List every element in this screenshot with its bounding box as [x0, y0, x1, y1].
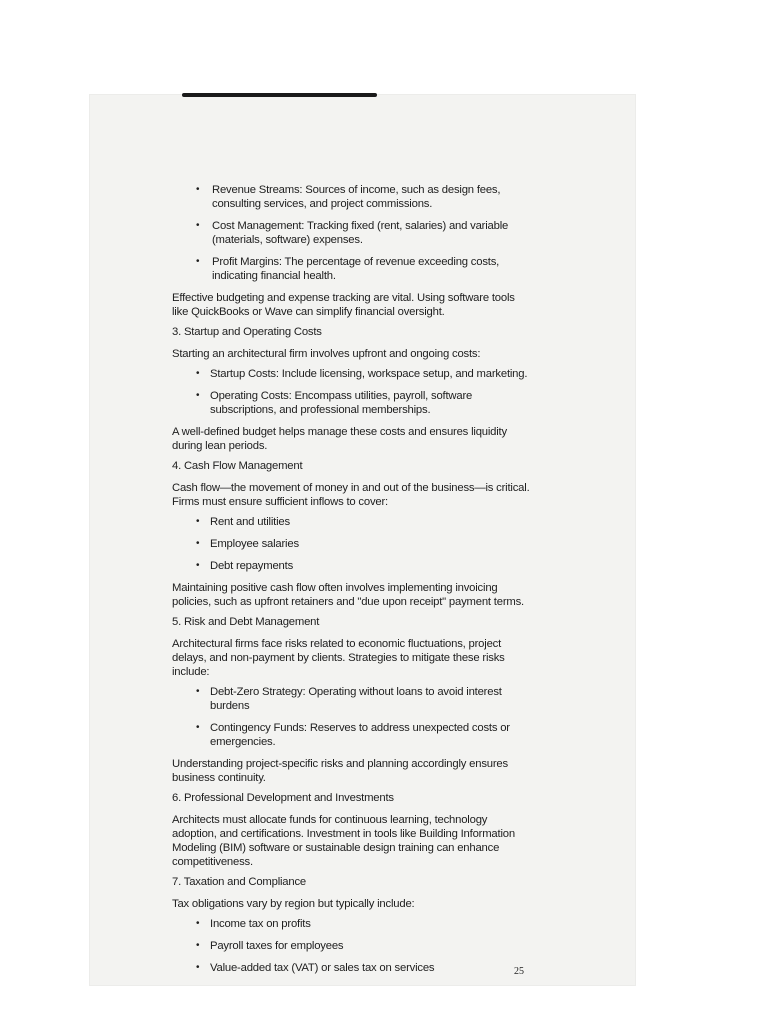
list-item: • Operating Costs: Encompass utilities, payroll, software subscriptions, and professional memberships. [196, 390, 473, 416]
bullet-icon: • [196, 538, 200, 549]
bullet-list [172, 367, 532, 417]
section-heading: 5. Risk and Debt Management [172, 616, 320, 628]
bullet-icon: • [196, 962, 200, 973]
bullet-icon: • [196, 686, 200, 697]
paragraph: Cash flow—the movement of money in and out of the business—is critical. Firms must ensure sufficient inflows to cover: [172, 482, 530, 508]
list-item: • Debt-Zero Strategy: Operating without loans to avoid interest burdens [196, 686, 502, 712]
bullet-icon: • [196, 918, 200, 929]
section-heading: 4. Cash Flow Management [172, 460, 303, 472]
bullet-icon: • [196, 256, 200, 267]
bullet-icon: • [196, 722, 200, 733]
section-heading: 3. Startup and Operating Costs [172, 326, 322, 338]
list-item: • Income tax on profits [196, 918, 311, 930]
bullet-list [172, 917, 532, 975]
paragraph: Maintaining positive cash flow often involves implementing invoicing policies, such as upfront retainers and "due upon receipt" payment terms. [172, 582, 524, 608]
paragraph: A well-defined budget helps manage these costs and ensures liquidity during lean periods. [172, 426, 507, 452]
bullet-icon: • [196, 516, 200, 527]
bullet-icon: • [196, 560, 200, 571]
list-item: • Revenue Streams: Sources of income, such as design fees, consulting services, and project commissions. [196, 184, 501, 210]
bullet-list [172, 515, 532, 573]
finance-bullet-list [172, 183, 532, 283]
page-body [172, 183, 532, 983]
paragraph: Architects must allocate funds for continuous learning, technology adoption, and certifications. Investment in tools like Building Information Modeling (BIM) software or sustainable design training can enhance competitiveness. [172, 814, 515, 868]
list-item: • Profit Margins: The percentage of revenue exceeding costs, indicating financial health. [196, 256, 500, 282]
paragraph: Effective budgeting and expense tracking are vital. Using software tools like QuickBooks or Wave can simplify financial oversight. [172, 292, 515, 318]
list-item: • Cost Management: Tracking fixed (rent, salaries) and variable (materials, software) expenses. [196, 220, 509, 246]
bullet-icon: • [196, 940, 200, 951]
paragraph: Starting an architectural firm involves upfront and ongoing costs: [172, 348, 481, 360]
bullet-icon: • [196, 368, 200, 379]
bullet-list [172, 685, 532, 749]
section-heading: 7. Taxation and Compliance [172, 876, 307, 888]
page-number: 25 [514, 966, 524, 977]
section-heading: 6. Professional Development and Investments [172, 792, 394, 804]
list-item: • Rent and utilities [196, 516, 290, 528]
list-item: • Startup Costs: Include licensing, workspace setup, and marketing. [196, 368, 528, 380]
paragraph: Architectural firms face risks related to economic fluctuations, project delays, and non-payment by clients. Strategies to mitigate these risks include: [172, 638, 505, 678]
list-item: • Contingency Funds: Reserves to address unexpected costs or emergencies. [196, 722, 510, 748]
list-item: • Debt repayments [196, 560, 294, 572]
bullet-icon: • [196, 184, 200, 195]
bullet-icon: • [196, 390, 200, 401]
list-item: • Employee salaries [196, 538, 299, 550]
paragraph: Tax obligations vary by region but typically include: [172, 898, 415, 910]
bullet-icon: • [196, 220, 200, 231]
list-item: • Value-added tax (VAT) or sales tax on services [196, 962, 435, 974]
header-rule [182, 93, 377, 97]
paragraph: Understanding project-specific risks and planning accordingly ensures business continuity. [172, 758, 508, 784]
list-item: • Payroll taxes for employees [196, 940, 344, 952]
